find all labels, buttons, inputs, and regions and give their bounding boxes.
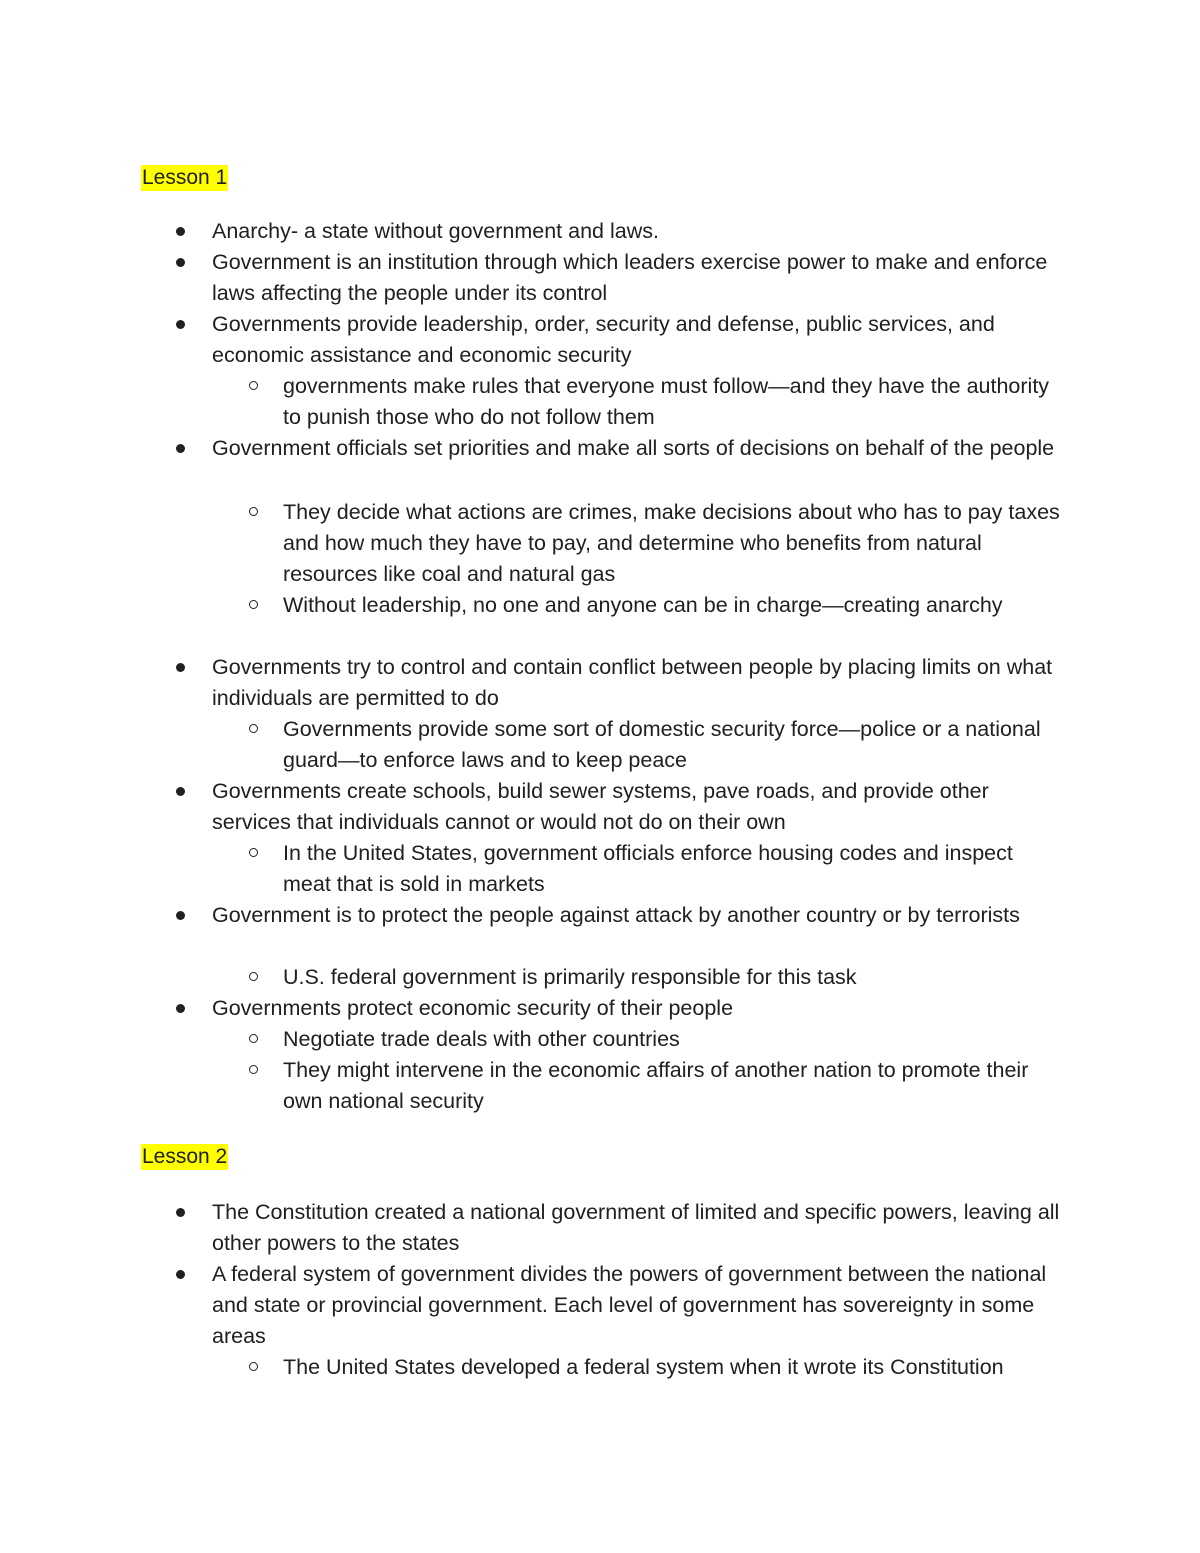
sub-list-item: Without leadership, no one and anyone can be in charge—creating anarchy: [283, 590, 1063, 621]
bullet-icon: [176, 911, 185, 920]
list-item: Governments provide leadership, order, security and defense, public services, and economic assistance and economic security: [212, 309, 1072, 371]
sub-list-item: Governments provide some sort of domestic security force—police or a national guard—to enforce laws and to keep peace: [283, 714, 1063, 776]
hollow-bullet-icon: [249, 1034, 258, 1043]
list-item: A federal system of government divides the powers of government between the national and state or provincial government. Each level of government has sovereignty in some areas: [212, 1259, 1072, 1352]
bullet-icon: [176, 787, 185, 796]
bullet-icon: [176, 444, 185, 453]
list-item: Government officials set priorities and make all sorts of decisions on behalf of the people: [212, 433, 1072, 464]
hollow-bullet-icon: [249, 848, 258, 857]
hollow-bullet-icon: [249, 1065, 258, 1074]
hollow-bullet-icon: [249, 1362, 258, 1371]
bullet-icon: [176, 1208, 185, 1217]
hollow-bullet-icon: [249, 724, 258, 733]
hollow-bullet-icon: [249, 507, 258, 516]
list-item: Governments try to control and contain conflict between people by placing limits on what individuals are permitted to do: [212, 652, 1072, 714]
list-item: Anarchy- a state without government and laws.: [212, 216, 1072, 247]
hollow-bullet-icon: [249, 972, 258, 981]
hollow-bullet-icon: [249, 381, 258, 390]
list-item: The Constitution created a national government of limited and specific powers, leaving all other powers to the states: [212, 1197, 1072, 1259]
sub-list-item: The United States developed a federal system when it wrote its Constitution: [283, 1352, 1063, 1383]
list-item: Governments protect economic security of their people: [212, 993, 1072, 1024]
bullet-icon: [176, 663, 185, 672]
sub-list-item: In the United States, government officials enforce housing codes and inspect meat that is sold in markets: [283, 838, 1063, 900]
bullet-icon: [176, 1004, 185, 1013]
list-item: Government is an institution through which leaders exercise power to make and enforce laws affecting the people under its control: [212, 247, 1072, 309]
bullet-icon: [176, 320, 185, 329]
section-heading: Lesson 2: [142, 1145, 228, 1168]
bullet-icon: [176, 1270, 185, 1279]
hollow-bullet-icon: [249, 600, 258, 609]
sub-list-item: governments make rules that everyone must follow—and they have the authority to punish those who do not follow them: [283, 371, 1063, 433]
sub-list-item: Negotiate trade deals with other countries: [283, 1024, 1063, 1055]
bullet-icon: [176, 227, 185, 236]
bullet-icon: [176, 258, 185, 267]
sub-list-item: They decide what actions are crimes, make decisions about who has to pay taxes and how much they have to pay, and determine who benefits from natural resources like coal and natural gas: [283, 497, 1063, 590]
sub-list-item: U.S. federal government is primarily responsible for this task: [283, 962, 1063, 993]
list-item: Governments create schools, build sewer systems, pave roads, and provide other services that individuals cannot or would not do on their own: [212, 776, 1072, 838]
list-item: Government is to protect the people against attack by another country or by terrorists: [212, 900, 1072, 931]
sub-list-item: They might intervene in the economic affairs of another nation to promote their own national security: [283, 1055, 1063, 1117]
section-heading: Lesson 1: [142, 166, 228, 189]
